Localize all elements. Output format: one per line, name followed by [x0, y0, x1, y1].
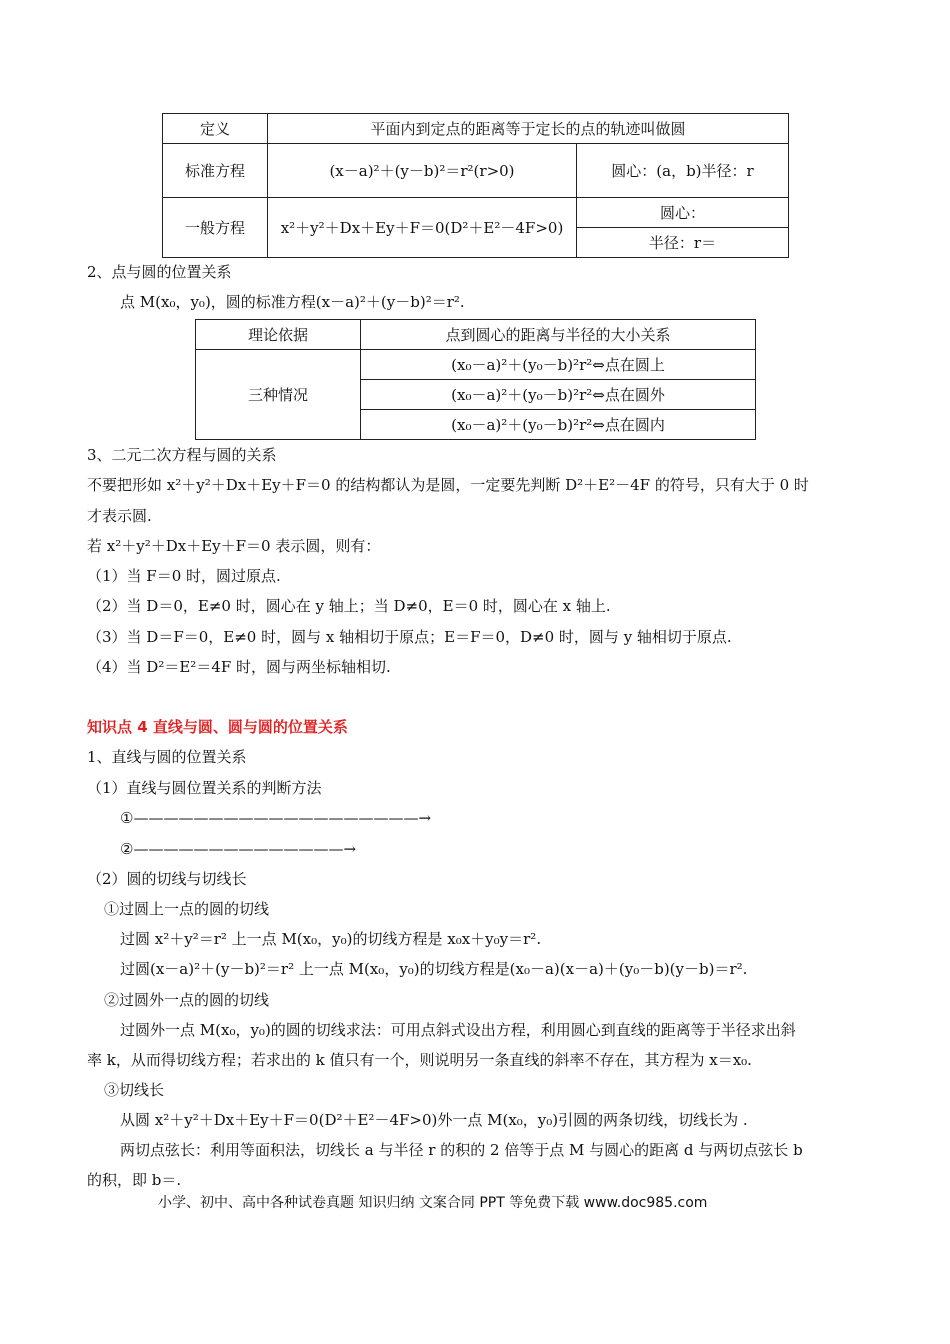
s4-line-14: 两切点弦长：利用等面积法，切线长 a 与半径 r 的积的 2 倍等于点 M 与圆心的距离 d 与两切点弦长 b [120, 1141, 803, 1159]
relation-header: 点到圆心的距离与半径的大小关系 [361, 320, 756, 350]
s4-line-2: （1）直线与圆位置关系的判断方法 [87, 779, 322, 797]
section2-heading: 2、点与圆的位置关系 [87, 263, 232, 281]
s4-line-5: （2）圆的切线与切线长 [87, 870, 247, 888]
section3-heading: 3、二元二次方程与圆的关系 [87, 446, 277, 464]
section2-intro: 点 M(x₀，y₀)，圆的标准方程(x－a)²＋(y－b)²＝r². [120, 293, 465, 311]
s4-line-4: ②——————————————→ [120, 840, 357, 858]
definition-label: 定义 [163, 114, 268, 144]
definition-content: 平面内到定点的距离等于定长的点的轨迹叫做圆 [268, 114, 789, 144]
s4-line-3: ①———————————————————→ [120, 809, 432, 827]
case-on-circle: (x₀－a)²＋(y₀－b)²r²⇔点在圆上 [361, 350, 756, 380]
s4-line-6: ①过圆上一点的圆的切线 [104, 900, 270, 918]
section3-paragraph-1b: 才表示圆. [87, 507, 152, 525]
section3-paragraph-2: 若 x²＋y²＋Dx＋Ey＋F＝0 表示圆，则有： [87, 537, 381, 555]
section3-item-4: （4）当 D²＝E²＝4F 时，圆与两坐标轴相切. [87, 658, 391, 676]
s4-line-10: 过圆外一点 M(x₀，y₀)的圆的切线求法：可用点斜式设出方程，利用圆心到直线的距离等于半径求出斜 [120, 1021, 796, 1039]
s4-line-12: ③切线长 [104, 1081, 165, 1099]
standard-eq-label: 标准方程 [163, 144, 268, 198]
general-eq-radius: 半径：r＝ [577, 228, 789, 258]
standard-eq-center-radius: 圆心：(a，b)半径：r [577, 144, 789, 198]
theory-header: 理论依据 [196, 320, 361, 350]
page-footer: 小学、初中、高中各种试卷真题 知识归纳 文案合同 PPT 等免费下载 www.doc985.com [158, 1195, 708, 1211]
case-outside-circle: (x₀－a)²＋(y₀－b)²r²⇔点在圆外 [361, 380, 756, 410]
s4-line-11: 率 k，从而得切线方程；若求出的 k 值只有一个，则说明另一条直线的斜率不存在，其方程为 x＝x₀. [87, 1051, 752, 1069]
circle-equation-table [162, 113, 789, 258]
three-cases-label: 三种情况 [196, 350, 361, 440]
s4-line-9: ②过圆外一点的圆的切线 [104, 991, 270, 1009]
section3-paragraph-1a: 不要把形如 x²＋y²＋Dx＋Ey＋F＝0 的结构都认为是圆，一定要先判断 D²＋E²－4F 的符号，只有大于 0 时 [87, 476, 809, 494]
case-inside-circle: (x₀－a)²＋(y₀－b)²r²⇔点在圆内 [361, 410, 756, 440]
general-eq-label: 一般方程 [163, 198, 268, 258]
section3-item-1: （1）当 F＝0 时，圆过原点. [87, 567, 281, 585]
point-circle-table [195, 319, 756, 440]
section3-item-2: （2）当 D＝0，E≠0 时，圆心在 y 轴上；当 D≠0，E＝0 时，圆心在 x 轴上. [87, 597, 611, 615]
standard-eq-content: (x－a)²＋(y－b)²＝r²(r>0) [268, 144, 577, 198]
s4-line-8: 过圆(x－a)²＋(y－b)²＝r² 上一点 M(x₀，y₀)的切线方程是(x₀－a)(x－a)＋(y₀－b)(y－b)＝r². [120, 960, 748, 978]
s4-line-1: 1、直线与圆的位置关系 [87, 748, 247, 766]
general-eq-center: 圆心： [577, 198, 789, 228]
section3-item-3: （3）当 D＝F＝0，E≠0 时，圆与 x 轴相切于原点；E＝F＝0，D≠0 时，圆与 y 轴相切于原点. [87, 628, 732, 646]
s4-line-7: 过圆 x²＋y²＝r² 上一点 M(x₀，y₀)的切线方程是 x₀x＋y₀y＝r². [120, 930, 542, 948]
knowledge-point-4-title: 知识点 4 直线与圆、圆与圆的位置关系 [87, 718, 348, 736]
general-eq-content: x²＋y²＋Dx＋Ey＋F＝0(D²＋E²－4F>0) [268, 198, 577, 258]
s4-line-13: 从圆 x²＋y²＋Dx＋Ey＋F＝0(D²＋E²－4F>0)外一点 M(x₀，y₀)引圆的两条切线，切线长为 . [120, 1111, 748, 1129]
s4-line-15: 的积，即 b＝. [87, 1171, 182, 1189]
